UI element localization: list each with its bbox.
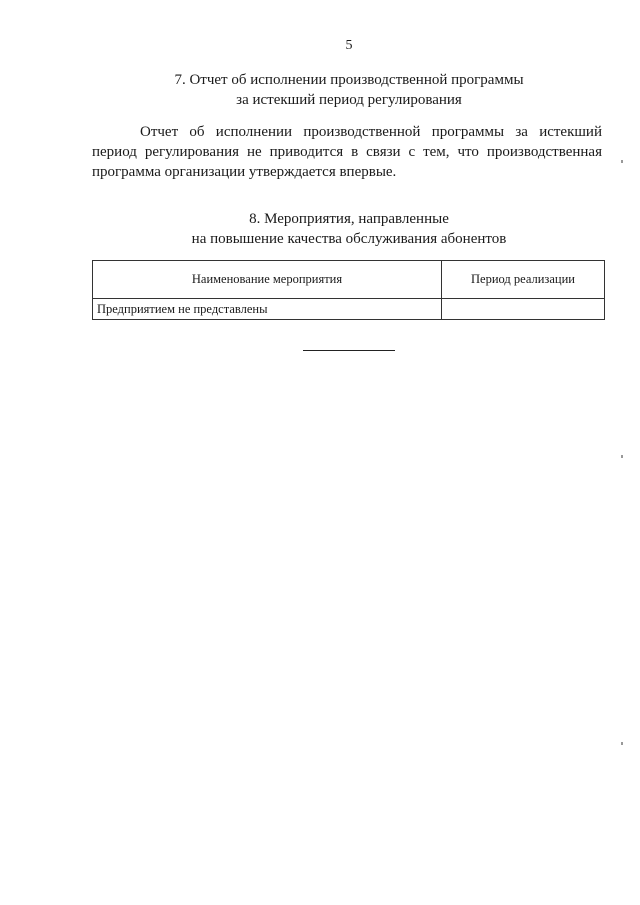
column-header-event-name: Наименование мероприятия (93, 261, 442, 299)
table-header-row (93, 261, 605, 299)
section-7-heading (0, 70, 640, 110)
page-number: 5 (345, 38, 353, 53)
end-separator-line (303, 350, 395, 351)
table-row (93, 299, 605, 320)
section-8-heading (0, 209, 640, 249)
table-cell-event-name: Предприятием не представлены (93, 299, 442, 320)
section-8-title-line-2: на повышение качества обслуживания абонентов (191, 231, 507, 247)
section-8-title-line-1: 8. Мероприятия, направленные (249, 211, 449, 227)
scan-margin-mark (621, 455, 623, 458)
column-header-period: Период реализации (442, 261, 605, 299)
scan-margin-mark (621, 742, 623, 745)
scan-margin-mark (621, 160, 623, 163)
table-cell-period (442, 299, 605, 320)
section-7-paragraph: Отчет об исполнении производственной программы за истекший период регулирования не приводится в связи с тем, что производственная программа организации утверждается впервые. (92, 124, 602, 180)
section-7-title-line-1: 7. Отчет об исполнении производственной программы (174, 72, 524, 88)
section-7-title-line-2: за истекший период регулирования (236, 92, 462, 108)
events-table (92, 260, 605, 320)
